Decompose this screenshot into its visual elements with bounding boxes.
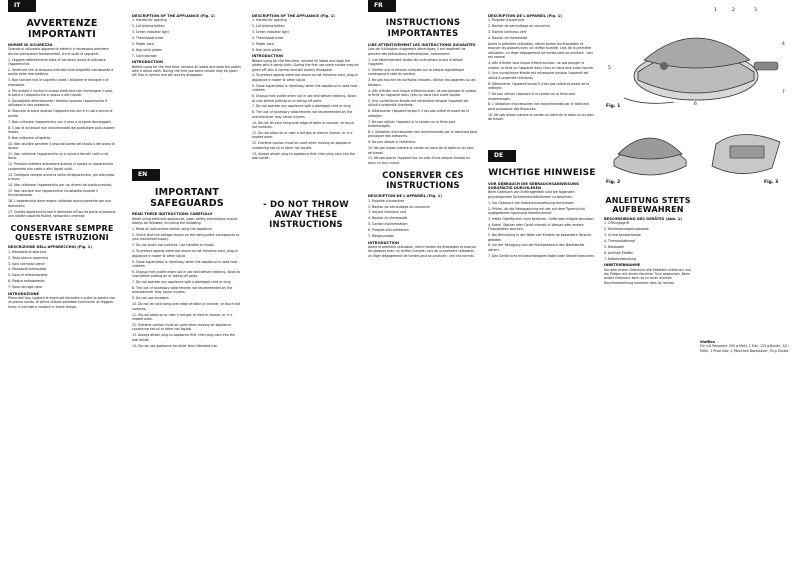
callout-7: 7: [782, 90, 785, 95]
paragraph: Before using for the first time, remove all labels and wipe the plates with a damp cloth. During the first use some smoke may be given off: this is normal and will quickly disappear.: [132, 64, 241, 78]
language-tab-it: IT: [8, 0, 36, 12]
subheading-it-1: NORME DI SICUREZZA: [8, 43, 53, 47]
desc-item: 2. Lid locking button: [252, 24, 285, 29]
figure-2-illustration: [604, 120, 696, 188]
paragraph: 2. Verificare che la tensione indicata sulla targhetta corrisponda a quella della rete elettrica.: [8, 68, 114, 77]
desc-item: 3. Spia luminosa verde: [8, 261, 45, 266]
desc-item: 4. Thermostatknopf: [604, 239, 636, 244]
callout-3: 3: [754, 8, 757, 13]
callout-4: 4: [782, 42, 785, 47]
paragraph: 10. Non lasciare pendere il cavo dal bordo del tavolo o del piano di lavoro.: [8, 141, 115, 151]
paragraph: 13. Collegare sempre prima la spina all'apparecchio, poi alla presa a muro.: [8, 172, 115, 182]
recipe-text: Für 4-6 Personen: 250 g Mehl, 2 Eier, 125 g Butter, 1/2 l Milch, 1 Prise Salz, 1 Päckchen Backpulver, 50 g Zucker.: [700, 344, 790, 353]
desc-item: 4. Thermostat knob: [252, 36, 284, 41]
paragraph: 8. L'utilisation d'accessoires non recommandés par le fabricant peut provoquer des blessures.: [368, 129, 478, 139]
paragraph: 8. L'utilisation d'accessoires non recommandés par le fabricant peut provoquer des blessures.: [488, 102, 589, 111]
paragraph: 2. Prüfen, ob die Netzspannung mit der auf dem Typenschild angegebenen Spannung übereinstimmt.: [488, 206, 585, 215]
subheading-it-3: INTRODUZIONE: [8, 291, 39, 296]
desc-item: 5. Power cord: [132, 42, 154, 47]
desc-item: 6. Non-stick plates: [252, 47, 282, 52]
paragraph: 14. Do not use appliance for other than intended use.: [132, 343, 218, 348]
desc-item: 1. Manopola di apertura: [8, 249, 47, 254]
paragraph: 1. Read all instructions before using the appliance.: [132, 227, 214, 232]
column-german-continued: [604, 196, 692, 287]
subheading-de-1: VOR GEBRAUCH DIE GEBRAUCHSANWEISUNG SORGFÄLTIG DURCHLESEN: [488, 181, 579, 190]
paragraph: 8. L'uso di accessori non raccomandati dal produttore può causare lesioni.: [8, 125, 115, 134]
paragraph: 6. Vor der Reinigung und bei Nichtgebrauch den Netzstecker ziehen.: [488, 243, 585, 252]
paragraph: 12. Prestare estrema attenzione quando si sposta un apparecchio contenente olio caldo o altri liquidi caldi.: [8, 162, 113, 171]
desc-item: 4. Bouton du thermostat: [368, 216, 408, 221]
paragraph: 14. Non utilizzare l'apparecchio per usi diversi da quello previsto.: [8, 182, 113, 187]
desc-item: 1. Handle for opening: [252, 18, 287, 23]
desc-item: 5. Netzkabel: [604, 245, 624, 250]
paragraph: Avant la première utilisation, retirer toutes les étiquettes et essuyer les plaques avec un chiffon humide. Lors de la première utilisation, un léger dégagement de fumée peut se produire : ceci est normal.: [488, 42, 594, 60]
paragraph: 3. Ne pas toucher les surfaces chaudes. Utiliser les poignées ou les boutons.: [368, 78, 476, 87]
paragraph: 4. Afin d'éviter tout risque d'électrocution, ne pas plonger le cordon, la fiche ou l'appareil dans l'eau ou dans tout autre liquide.: [488, 61, 594, 70]
paragraph: 2. Vérifier que la tension indiquée sur la plaque signalétique correspond à celle du secteur.: [368, 68, 465, 77]
language-tab-de: DE: [488, 150, 516, 162]
subheading-it-2: DESCRIZIONE DELL'APPARECCHIO (Fig. 1): [8, 245, 92, 250]
paragraph: 6. Débrancher l'appareil lorsqu'il n'est pas utilisé et avant de le nettoyer.: [488, 81, 590, 91]
paragraph: 5. Sorvegliare attentamente i bambini quando l'apparecchio è utilizzato in loro presenza.: [8, 98, 108, 108]
keep-instructions-de: ANLEITUNG STETS AUFBEWAHREN: [605, 196, 691, 214]
paragraph: 9. Non utilizzare all'aperto.: [8, 135, 51, 140]
paragraph: 4. Kabel, Stecker oder Gerät niemals in Wasser oder andere Flüssigkeiten tauchen.: [488, 222, 584, 232]
section-title-it: AVVERTENZE IMPORTANTI: [26, 18, 98, 40]
paragraph: 1. Vor Gebrauch die Gebrauchsanweisung durchlesen.: [488, 200, 575, 205]
subheading-fr-3: INTRODUCTION: [368, 240, 400, 245]
subheading-de-2: BESCHREIBUNG DES GERÄTES (Abb. 1): [604, 217, 682, 221]
paragraph: 12. Extreme caution must be used when moving an appliance containing hot oil or other hot liquids.: [252, 141, 352, 150]
language-tab-fr: FR: [368, 0, 396, 12]
paragraph: 16. L'apparecchio deve essere utilizzato esclusivamente per uso domestico.: [8, 199, 111, 208]
subheading-en-3b: INTRODUCTION: [252, 54, 284, 59]
paragraph: 5. Une surveillance étroite est nécessaire lorsque l'appareil est utilisé à proximité d'enfants.: [368, 98, 469, 108]
paragraph: 6. Débrancher l'appareil lorsqu'il n'est pas utilisé et avant de le nettoyer.: [368, 109, 470, 118]
desc-item: 1. Poignée d'ouverture: [368, 198, 405, 203]
paragraph: 2. Check that the voltage shown on the rating plate corresponds to your household supply.: [132, 233, 240, 242]
paragraph: 10. Do not let cord hang over edge of table or counter, or touch hot surfaces.: [132, 302, 241, 311]
callout-6: 6: [694, 102, 697, 107]
section-title-en: IMPORTANT SAFEGUARDS: [150, 187, 224, 210]
paragraph: 6. Staccare la spina quando l'apparecchio non è in uso e prima di pulirlo.: [8, 109, 113, 118]
subheading-fr-2b: DESCRIPTION DE L'APPAREIL (Fig. 1): [488, 14, 562, 18]
paragraph: 7. Das Gerät nicht mit beschädigtem Kabel oder Stecker benutzen.: [488, 253, 595, 258]
paragraph: 1. Lire attentivement toutes les instructions avant d'utiliser l'appareil.: [368, 57, 463, 67]
paragraph: Quando si utilizzano apparecchi elettrici è necessario prendere alcune precauzioni fondamentali, tra le quali le seguenti:: [8, 47, 109, 56]
subheading-fr-2: DESCRIPTION DE L'APPAREIL (Fig. 1): [368, 194, 442, 199]
subheading-fr-1: LIRE ATTENTIVEMENT LES INSTRUCTIONS SUIVANTES: [368, 43, 476, 47]
paragraph: 4. Afin d'éviter tout risque d'électrocution, ne pas plonger le cordon, la fiche ou l'appareil dans l'eau ou dans tout autre liquide.: [368, 88, 478, 98]
paragraph: 5. Close supervision is necessary when the appliance is used near children.: [252, 83, 358, 93]
paragraph: 11. Do not place on or near a hot gas or electric burner, or in a heated oven.: [132, 312, 233, 321]
column-german: [488, 0, 596, 260]
desc-item: 1. Handle for opening: [132, 18, 167, 23]
paragraph: 6. Unplug from outlet when not in use and before cleaning. Allow to cool before putting on or taking off parts.: [252, 94, 356, 103]
figure-3-panel: [700, 120, 794, 188]
paragraph: 8. The use of accessory attachments not recommended by the manufacturer may cause injuries.: [132, 286, 233, 295]
paragraph: 9. Ne pas utiliser à l'extérieur.: [368, 140, 416, 145]
paragraph: Beim Gebrauch von Elektrogeräten sind die folgenden grundlegenden Sicherheitsmaßnahmen zu beachten:: [488, 190, 575, 199]
desc-item: 5. Cavo di alimentazione: [8, 273, 48, 278]
paragraph: 6. Unplug from outlet when not in use and before cleaning. Allow to cool before putting on or taking off parts.: [132, 269, 241, 279]
subheading-de-3: INBETRIEBNAHME: [604, 263, 641, 268]
paragraph: 17. Questo apparecchio non è destinato all'uso da parte di persone con ridotte capacità fisiche, sensoriali o mentali.: [8, 209, 116, 218]
desc-item: 3. Voyant lumineux vert: [368, 210, 407, 215]
paragraph: 9. Do not use outdoors.: [132, 296, 170, 301]
desc-item: 3. Voyant lumineux vert: [488, 30, 527, 35]
desc-item: 2. Lid locking button: [132, 24, 165, 29]
paragraph: 7. Ne pas utiliser l'appareil si le cordon ou la fiche sont endommagés.: [488, 92, 576, 101]
desc-item: 7. Kabelaufwicklung: [604, 256, 636, 261]
paragraph: 13. Always attach plug to appliance first, then plug cord into the wall outlet.: [252, 151, 355, 160]
paragraph: 10. Ne pas laisser pendre le cordon au bord de la table ou du plan de travail.: [488, 112, 594, 122]
paragraph: Prima dell'uso, togliere le eventuali etichette e pulire le piastre con un panno umido. Al primo utilizzo potrebbe fuoriuscire un leggero fumo: è normale e cesserà in breve tempo.: [8, 295, 116, 309]
section-title-de: WICHTIGE HINWEISE: [488, 167, 596, 178]
column-italian: [8, 0, 116, 311]
callout-2: 2: [732, 8, 735, 13]
desc-item: 7. Cord storage: [132, 53, 157, 58]
desc-item: 4. Bouton du thermostat: [488, 36, 528, 41]
section-title-fr: INSTRUCTIONS IMPORTANTES: [385, 18, 461, 39]
column-english-continued: [252, 0, 360, 233]
paragraph: 3. Do not touch hot surfaces. Use handles or knobs.: [132, 243, 215, 248]
desc-item: 1. Öffnungsgriff: [604, 221, 629, 226]
paragraph: 7. Ne pas utiliser l'appareil si le cordon ou la fiche sont endommagés.: [368, 119, 456, 128]
keep-instructions-it: CONSERVARE SEMPRE QUESTE ISTRUZIONI: [10, 224, 114, 243]
desc-item: 7. Range-cordon: [368, 234, 395, 239]
paragraph: 7. Do not operate any appliance with a damaged cord or plug.: [132, 280, 232, 285]
paragraph: 5. Close supervision is necessary when the appliance is used near children.: [132, 259, 238, 268]
paragraph: Avant la première utilisation, retirer toutes les étiquettes et essuyer les plaques avec un chiffon humide. Lors de la première utilisation, un léger dégagement de fumée peut se produire : ceci est normal.: [368, 244, 477, 258]
keep-instructions-fr: CONSERVER CES INSTRUCTIONS: [382, 171, 464, 192]
paragraph: 7. Non utilizzare l'apparecchio con il cavo o la spina danneggiati.: [8, 119, 112, 124]
paragraph: When using electrical appliances, basic safety precautions should always be followed, including the following:: [132, 216, 237, 226]
subheading-en-3: INTRODUCTION: [132, 60, 164, 65]
paragraph: 5. Bei Benutzung in der Nähe von Kindern ist besondere Vorsicht geboten.: [488, 233, 592, 242]
desc-item: 5. Power cord: [252, 42, 274, 47]
subheading-en-2b: DESCRIPTION OF THE APPLIANCE (Fig. 1): [252, 14, 335, 18]
desc-item: 4. Thermostat knob: [132, 36, 164, 41]
desc-item: 2. Bouton de verrouillage du couvercle: [488, 24, 550, 29]
desc-item: 2. Bouton de verrouillage du couvercle: [368, 204, 430, 209]
waffle-maker-illustration: [604, 2, 794, 114]
paragraph: Lors de l'utilisation d'appareils électriques, il est impératif de prendre des précautions élémentaires, notamment :: [368, 47, 466, 56]
desc-item: 6. Plaques anti-adhésives: [368, 228, 409, 233]
desc-item: 6. Antihaft-Platten: [604, 250, 634, 255]
keep-instructions-en: - DO NOT THROW AWAY THESE INSTRUCTIONS: [263, 200, 349, 231]
paragraph: 3. Non toccare mai le superfici calde. Utilizzare le maniglie o le manopole.: [8, 78, 109, 87]
paragraph: 10. Do not let cord hang over edge of table or counter, or touch hot surfaces.: [252, 120, 354, 130]
paragraph: 11. Do not place on or near a hot gas or electric burner, or in a heated oven.: [252, 130, 353, 140]
desc-item: 2. Deckelverriegelungstaste: [604, 227, 649, 232]
subheading-en-2: DESCRIPTION OF THE APPLIANCE (Fig. 1): [132, 14, 215, 18]
desc-item: 3. Grüne Kontrolllampe: [604, 233, 641, 238]
desc-item: 4. Manopola termostato: [8, 267, 47, 272]
figure-2-panel: [604, 120, 696, 188]
column-french: [368, 0, 478, 260]
paragraph: 5. Une surveillance étroite est nécessaire lorsque l'appareil est utilisé à proximité d'enfants.: [488, 71, 589, 80]
paragraph: 7. Do not operate any appliance with a damaged cord or plug.: [252, 104, 352, 109]
callout-1: 1: [714, 8, 717, 13]
paragraph: Before using for the first time, remove all labels and wipe the plates with a damp cloth. During the first use some smoke may be given off: this is normal and will quickly disappear.: [252, 58, 359, 72]
desc-item: 7. Vano raccogli cavo: [8, 285, 42, 290]
figure-2-label: Fig. 2: [606, 180, 621, 185]
callout-5: 5: [608, 66, 611, 71]
desc-item: 2. Tasto blocco coperchio: [8, 255, 49, 260]
desc-item: 6. Piastra antiaderente: [8, 279, 45, 284]
recipe-title: Waffles: [700, 340, 715, 344]
paragraph: 4. To protect against electrical shock do not immerse cord, plug or appliance in water or other liquid.: [252, 73, 358, 82]
paragraph: 11. Non collocare l'apparecchio su o vicino a fornelli caldi o nel forno.: [8, 152, 109, 161]
paragraph: 10. Ne pas laisser pendre le cordon au bord de la table ou du plan de travail.: [368, 146, 474, 155]
paragraph: 1. Leggere attentamente tutte le istruzioni prima di utilizzare l'apparecchio.: [8, 57, 106, 67]
desc-item: 3. Green indicator light: [252, 30, 289, 35]
paragraph: 8. The use of accessory attachments not recommended by the manufacturer may cause injuries.: [252, 110, 353, 119]
figure-3-illustration: [700, 120, 794, 188]
spacer: [132, 79, 242, 169]
language-tab-en: EN: [132, 169, 160, 181]
paragraph: 15. Non lasciare mai l'apparecchio incustodito durante il funzionamento.: [8, 188, 98, 198]
figure-1-panel: [604, 2, 794, 114]
figure-3-label: Fig. 3: [764, 180, 779, 185]
paragraph: 4. To protect against electrical shock do not immerse cord, plug or appliance in water or other liquid.: [132, 249, 238, 258]
column-english: [132, 0, 242, 349]
paragraph: 13. Always attach plug to appliance first, then plug cord into the wall outlet.: [132, 333, 235, 342]
paragraph: 12. Extreme caution must be used when moving an appliance containing hot oil or other hot liquids.: [132, 322, 232, 332]
figure-1-label: Fig. 1: [606, 104, 621, 109]
desc-item: 5. Cordon d'alimentation: [368, 222, 408, 227]
desc-item: 6. Non-stick plates: [132, 47, 162, 52]
paragraph: 11. Ne pas placer l'appareil sur ou près d'une plaque chaude ou dans un four chaud.: [368, 156, 471, 165]
subheading-en-1: READ THESE INSTRUCTIONS CAREFULLY: [132, 212, 213, 217]
desc-item: 3. Green indicator light: [132, 30, 169, 35]
desc-item: 1. Poignée d'ouverture: [488, 18, 525, 23]
recipe-box: [700, 338, 794, 355]
paragraph: Vor dem ersten Gebrauch alle Etiketten entfernen und die Platten mit einem feuchten Tuch abwischen. Beim ersten Gebrauch kann es zu einer leichten Rauchentwicklung kommen: dies ist normal.: [604, 267, 691, 285]
paragraph: 4. Per evitare il rischio di scosse elettriche non immergere il cavo, la spina o l'apparecchio in acqua o altri liquidi.: [8, 88, 114, 98]
paragraph-list-it: [8, 47, 116, 218]
paragraph: 3. Heiße Oberflächen nicht berühren. Griffe oder Knöpfe benutzen.: [488, 216, 595, 221]
